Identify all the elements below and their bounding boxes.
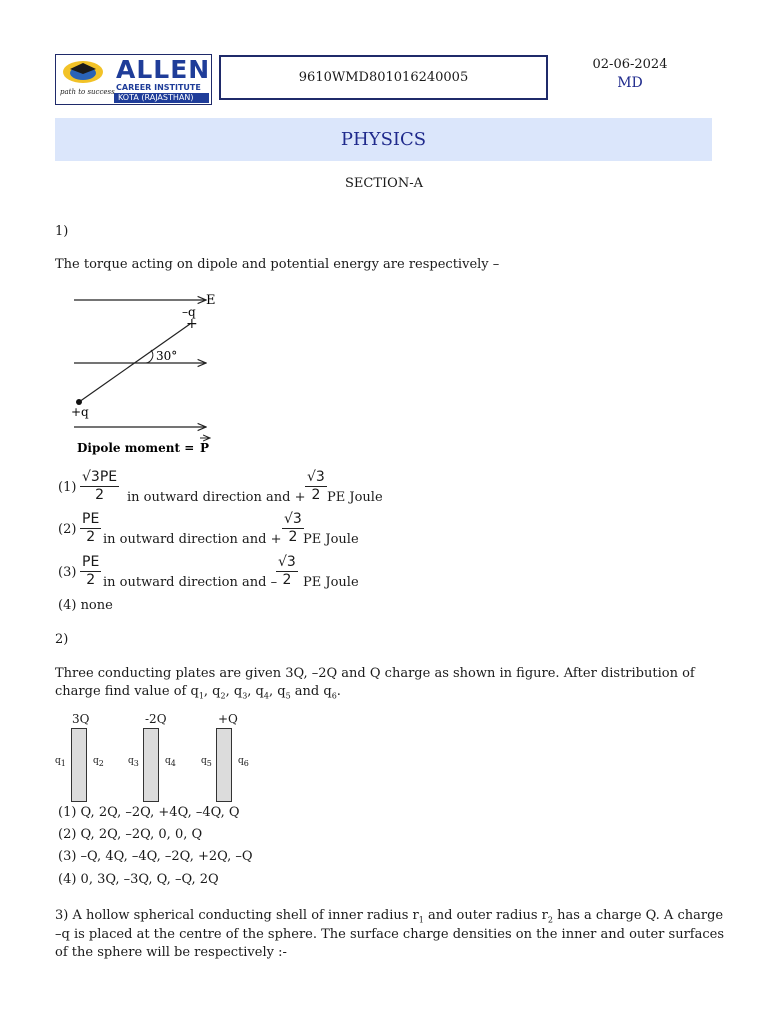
q2-option-3: (3) –Q, 4Q, –4Q, –2Q, +2Q, –Q <box>58 849 253 864</box>
q2-text-line1: Three conducting plates are given 3Q, –2Q and Q charge as shown in figure. After distribution of <box>55 666 695 681</box>
subject-banner <box>55 118 712 161</box>
paper-code-box <box>219 55 548 100</box>
logo-line1: CAREER INSTITUTE <box>116 83 201 92</box>
q1-option-3-fraction-2: $\frac{√3}{2}$ <box>278 554 296 588</box>
q1-option-2-tail: PE Joule <box>303 532 359 547</box>
q4-charge-label: $q_4$ <box>165 756 176 768</box>
q1-option-3-fraction: $\frac{PE}{2}$ <box>82 554 100 588</box>
q1-option-1-fraction-2: $\frac{√3}{2}$ <box>307 469 325 503</box>
svg-text:+: + <box>186 316 198 332</box>
q1-text: The torque acting on dipole and potential energy are respectively – <box>55 257 500 272</box>
q1-option-2-fraction-2: $\frac{√3}{2}$ <box>284 511 302 545</box>
q1-option-2-fraction: $\frac{PE}{2}$ <box>82 511 100 545</box>
q1-charge-label: $q_1$ <box>55 756 66 768</box>
q1-option-3-label: (3) <box>58 565 77 580</box>
q1-option-1-text: in outward direction and + <box>127 490 306 505</box>
q1-option-2-label: (2) <box>58 522 77 537</box>
dipole-vector-symbol: P <box>200 441 210 455</box>
section-title: SECTION-A <box>345 176 423 191</box>
logo-line2: KOTA (RAJASTHAN) <box>118 93 194 102</box>
plate-1 <box>71 728 87 802</box>
q1-option-3-text: in outward direction and – <box>103 575 278 590</box>
q2-number: 2) <box>55 632 69 647</box>
q1-option-1-tail: PE Joule <box>327 490 383 505</box>
q2-option-2: (2) Q, 2Q, –2Q, 0, 0, Q <box>58 827 203 842</box>
q1-option-1-label: (1) <box>58 480 77 495</box>
q3-text-line2: –q is placed at the centre of the sphere. The surface charge densities on the inner and outer surfaces <box>55 927 724 942</box>
field-label: E <box>206 293 216 308</box>
plate-3-charge: +Q <box>218 712 238 726</box>
logo-tagline: path to success <box>60 88 115 96</box>
plate-2 <box>143 728 159 802</box>
plate-1-charge: 3Q <box>72 712 90 726</box>
q2-option-1: (1) Q, 2Q, –2Q, +4Q, –4Q, Q <box>58 805 240 820</box>
plate-2-charge: -2Q <box>145 712 167 726</box>
stream-label: MD <box>617 75 643 91</box>
paper-code: 9610WMD801016240005 <box>298 70 469 85</box>
q1-option-4: (4) none <box>58 598 113 613</box>
dipole-figure <box>60 290 230 460</box>
dipole-caption: Dipole moment = <box>77 441 195 455</box>
q3-text-line3: of the sphere will be respectively :- <box>55 945 287 960</box>
positive-charge-label: +q <box>71 405 89 419</box>
exam-date: 02-06-2024 <box>592 57 668 72</box>
q1-option-2-text: in outward direction and + <box>103 532 282 547</box>
q2-charge-label: $q_2$ <box>93 756 104 768</box>
plates-figure <box>55 710 255 805</box>
q6-charge-label: $q_6$ <box>238 756 249 768</box>
subject-title: PHYSICS <box>340 129 427 150</box>
allen-logo <box>55 54 212 105</box>
angle-label: 30° <box>156 349 178 363</box>
negative-charge-label: –q <box>182 305 196 319</box>
q5-charge-label: $q_5$ <box>201 756 212 768</box>
q1-option-1-fraction: $\frac{√3PE}{2}$ <box>82 469 118 503</box>
plate-3 <box>216 728 232 802</box>
logo-brand: ALLEN <box>116 55 211 84</box>
q3-text-line1: 3) A hollow spherical conducting shell of inner radius $r_1$ and outer radius $r_2$ has a charge Q. A charge <box>55 908 724 925</box>
q2-option-4: (4) 0, 3Q, –3Q, Q, –Q, 2Q <box>58 872 219 887</box>
q3-charge-label: $q_3$ <box>128 756 139 768</box>
q2-text-line2: charge find value of $q_1$, $q_2$, $q_3$, $q_4$, $q_5$ and $q_6$. <box>55 684 341 701</box>
q1-number: 1) <box>55 224 69 239</box>
q1-option-3-tail: PE Joule <box>303 575 359 590</box>
